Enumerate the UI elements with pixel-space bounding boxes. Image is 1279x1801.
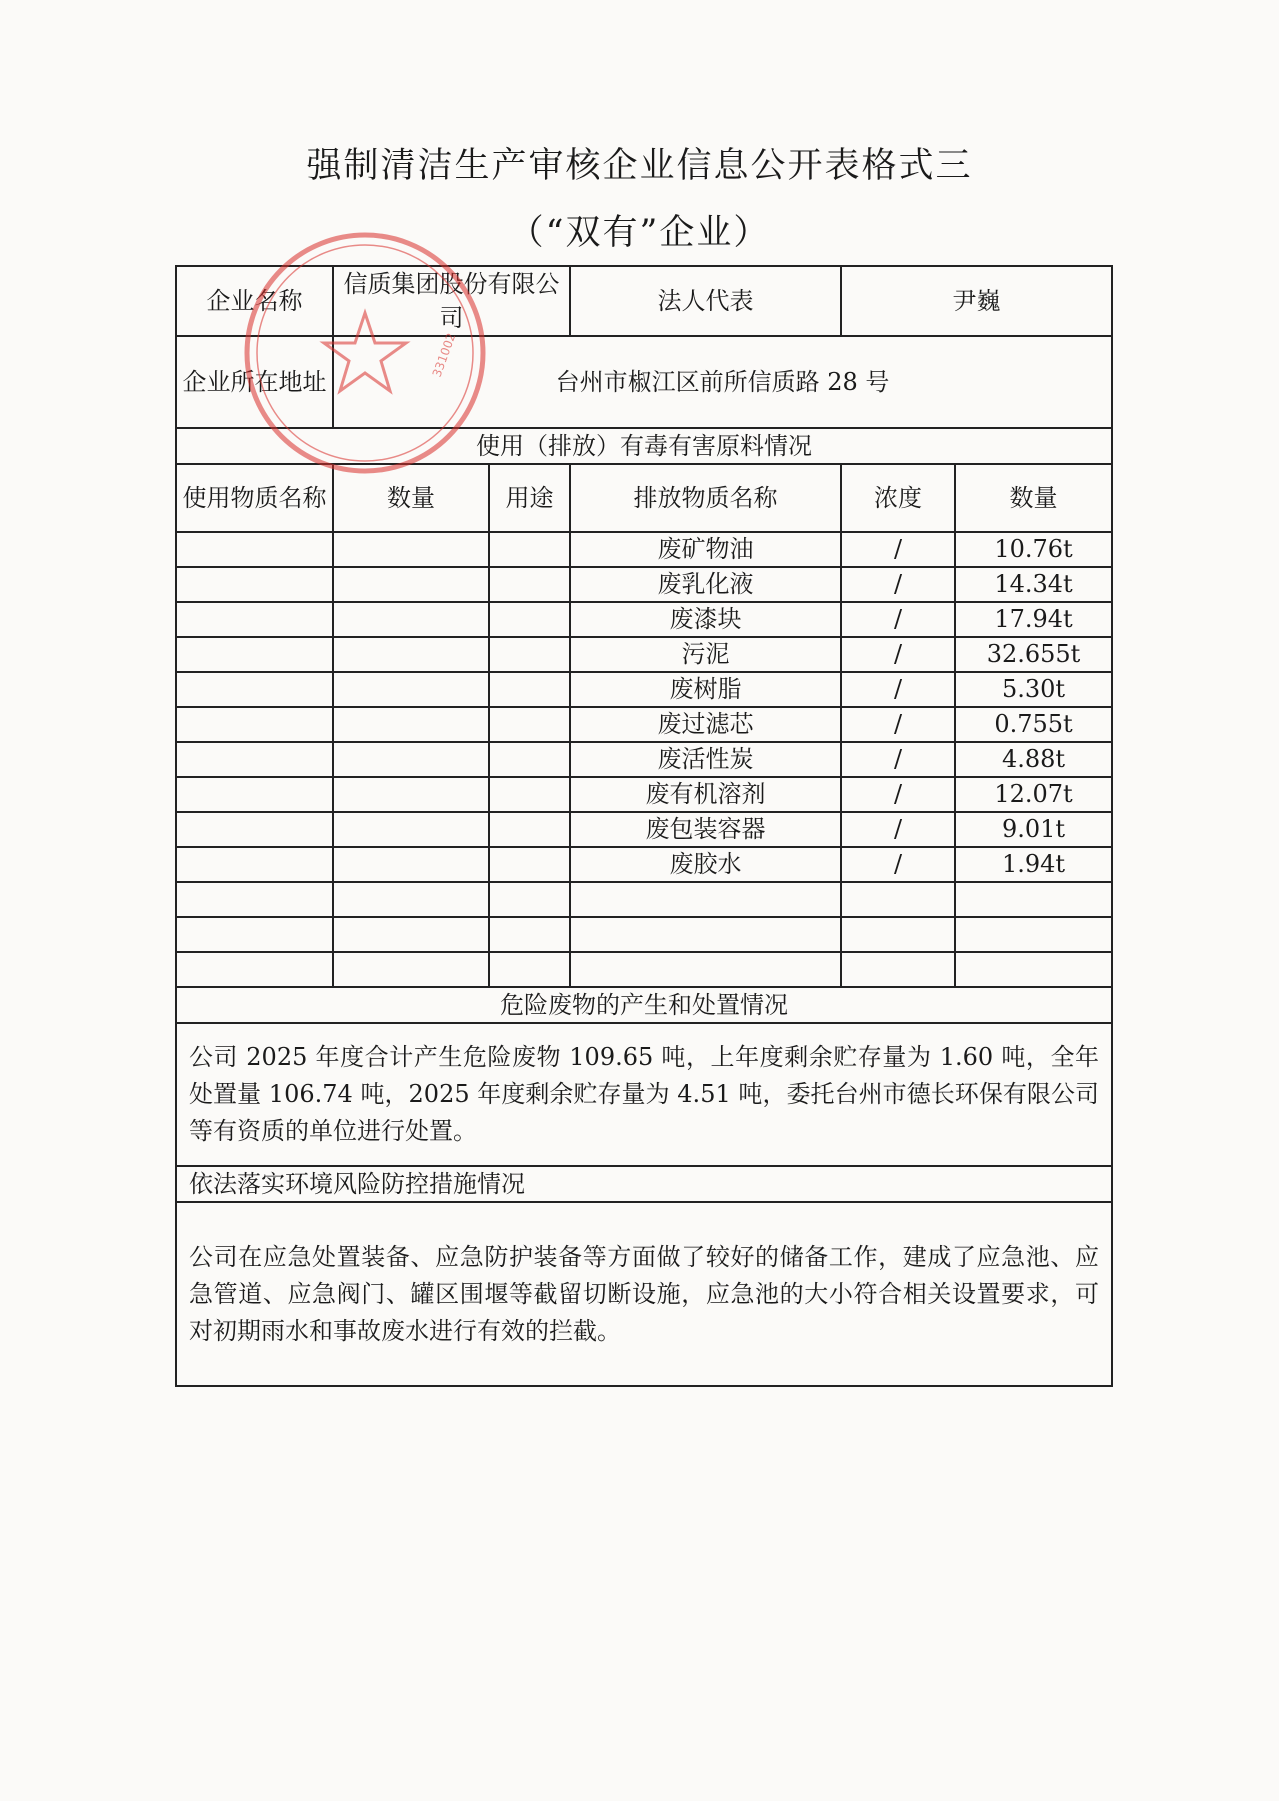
cell-emission-quantity [955, 952, 1112, 987]
table-row [176, 637, 1112, 672]
cell-emission-substance: 废有机溶剂 [570, 777, 841, 812]
company-name-label: 企业名称 [176, 266, 333, 336]
cell-purpose [489, 917, 570, 952]
cell-used-quantity [333, 742, 489, 777]
cell-used-substance [176, 637, 333, 672]
cell-concentration: / [841, 777, 955, 812]
cell-emission-substance: 废包装容器 [570, 812, 841, 847]
legal-rep-value: 尹巍 [841, 266, 1112, 336]
cell-used-substance [176, 917, 333, 952]
cell-concentration: / [841, 637, 955, 672]
cell-used-quantity [333, 637, 489, 672]
cell-emission-quantity [955, 882, 1112, 917]
cell-used-substance [176, 602, 333, 637]
cell-purpose [489, 532, 570, 567]
cell-emission-quantity: 9.01t [955, 812, 1112, 847]
cell-emission-substance: 废活性炭 [570, 742, 841, 777]
cell-emission-substance [570, 917, 841, 952]
address-label: 企业所在地址 [176, 336, 333, 428]
cell-used-substance [176, 777, 333, 812]
cell-used-substance [176, 707, 333, 742]
materials-column-header-row [176, 464, 1112, 532]
info-table [175, 265, 1113, 1387]
cell-concentration [841, 952, 955, 987]
cell-used-substance [176, 742, 333, 777]
cell-used-substance [176, 567, 333, 602]
cell-used-quantity [333, 567, 489, 602]
address-value: 台州市椒江区前所信质路 28 号 [333, 336, 1112, 428]
cell-used-quantity [333, 847, 489, 882]
cell-emission-quantity: 0.755t [955, 707, 1112, 742]
risk-control-section-row [176, 1166, 1112, 1202]
cell-used-quantity [333, 707, 489, 742]
cell-concentration [841, 882, 955, 917]
cell-concentration: / [841, 602, 955, 637]
cell-used-quantity [333, 812, 489, 847]
cell-emission-substance: 废胶水 [570, 847, 841, 882]
cell-used-quantity [333, 882, 489, 917]
company-name-value: 信质集团股份有限公司 [333, 266, 570, 336]
cell-concentration: / [841, 812, 955, 847]
document-subtitle: （“双有”企业） [508, 213, 771, 253]
cell-used-substance [176, 812, 333, 847]
cell-used-quantity [333, 602, 489, 637]
cell-purpose [489, 847, 570, 882]
cell-used-substance [176, 847, 333, 882]
col-header-emission-substance: 排放物质名称 [570, 464, 841, 532]
table-row [176, 532, 1112, 567]
cell-emission-quantity: 10.76t [955, 532, 1112, 567]
cell-purpose [489, 567, 570, 602]
cell-emission-quantity: 32.655t [955, 637, 1112, 672]
cell-emission-quantity: 12.07t [955, 777, 1112, 812]
cell-purpose [489, 637, 570, 672]
cell-concentration: / [841, 672, 955, 707]
cell-used-substance [176, 882, 333, 917]
hazardous-waste-text-row [176, 1023, 1112, 1166]
legal-rep-label: 法人代表 [570, 266, 841, 336]
cell-concentration: / [841, 532, 955, 567]
cell-used-quantity [333, 532, 489, 567]
cell-emission-substance: 废矿物油 [570, 532, 841, 567]
cell-used-substance [176, 672, 333, 707]
table-row [176, 882, 1112, 917]
cell-purpose [489, 777, 570, 812]
cell-concentration [841, 917, 955, 952]
cell-concentration: / [841, 567, 955, 602]
table-row [176, 672, 1112, 707]
cell-emission-substance: 废过滤芯 [570, 707, 841, 742]
col-header-emission-quantity: 数量 [955, 464, 1112, 532]
cell-emission-quantity: 5.30t [955, 672, 1112, 707]
table-row [176, 742, 1112, 777]
col-header-purpose: 用途 [489, 464, 570, 532]
table-row [176, 602, 1112, 637]
table-row [176, 952, 1112, 987]
company-row [176, 266, 1112, 336]
cell-used-substance [176, 952, 333, 987]
cell-used-quantity [333, 672, 489, 707]
cell-concentration: / [841, 847, 955, 882]
cell-emission-quantity: 4.88t [955, 742, 1112, 777]
table-row [176, 777, 1112, 812]
cell-used-quantity [333, 777, 489, 812]
table-row [176, 847, 1112, 882]
hazardous-waste-text: 公司 2025 年度合计产生危险废物 109.65 吨，上年度剩余贮存量为 1.60 吨，全年处置量 106.74 吨，2025 年度剩余贮存量为 4.51 吨，委托台州市德长环保有限公司等有资质的单位进行处置。 [189, 1043, 1099, 1145]
col-header-used-substance: 使用物质名称 [176, 464, 333, 532]
cell-used-quantity [333, 952, 489, 987]
cell-emission-quantity: 1.94t [955, 847, 1112, 882]
document-title: 强制清洁生产审核企业信息公开表格式三 [306, 146, 973, 186]
cell-purpose [489, 882, 570, 917]
cell-used-quantity [333, 917, 489, 952]
cell-emission-substance: 污泥 [570, 637, 841, 672]
address-row [176, 336, 1112, 428]
table-row [176, 707, 1112, 742]
cell-emission-substance: 废乳化液 [570, 567, 841, 602]
risk-control-text-row [176, 1202, 1112, 1386]
table-row [176, 567, 1112, 602]
table-row [176, 917, 1112, 952]
seal-code: 331002 [429, 331, 459, 380]
hazardous-waste-section-title: 危险废物的产生和处置情况 [176, 987, 1112, 1023]
table-row [176, 812, 1112, 847]
cell-purpose [489, 602, 570, 637]
cell-purpose [489, 707, 570, 742]
col-header-used-quantity: 数量 [333, 464, 489, 532]
cell-used-substance [176, 532, 333, 567]
cell-emission-substance [570, 882, 841, 917]
cell-purpose [489, 952, 570, 987]
col-header-concentration: 浓度 [841, 464, 955, 532]
cell-emission-substance: 废漆块 [570, 602, 841, 637]
cell-concentration: / [841, 742, 955, 777]
cell-emission-substance: 废树脂 [570, 672, 841, 707]
risk-control-text: 公司在应急处置装备、应急防护装备等方面做了较好的储备工作，建成了应急池、应急管道、应急阀门、罐区围堰等截留切断设施，应急池的大小符合相关设置要求，可对初期雨水和事故废水进行有效的拦截。 [189, 1242, 1099, 1345]
cell-concentration: / [841, 707, 955, 742]
cell-emission-quantity: 17.94t [955, 602, 1112, 637]
cell-emission-quantity [955, 917, 1112, 952]
cell-purpose [489, 812, 570, 847]
cell-purpose [489, 672, 570, 707]
cell-emission-substance [570, 952, 841, 987]
materials-section-row [176, 428, 1112, 464]
hazardous-waste-section-row [176, 987, 1112, 1023]
cell-purpose [489, 742, 570, 777]
cell-emission-quantity: 14.34t [955, 567, 1112, 602]
materials-section-title: 使用（排放）有毒有害原料情况 [176, 428, 1112, 464]
risk-control-section-title: 依法落实环境风险防控措施情况 [176, 1166, 1112, 1202]
